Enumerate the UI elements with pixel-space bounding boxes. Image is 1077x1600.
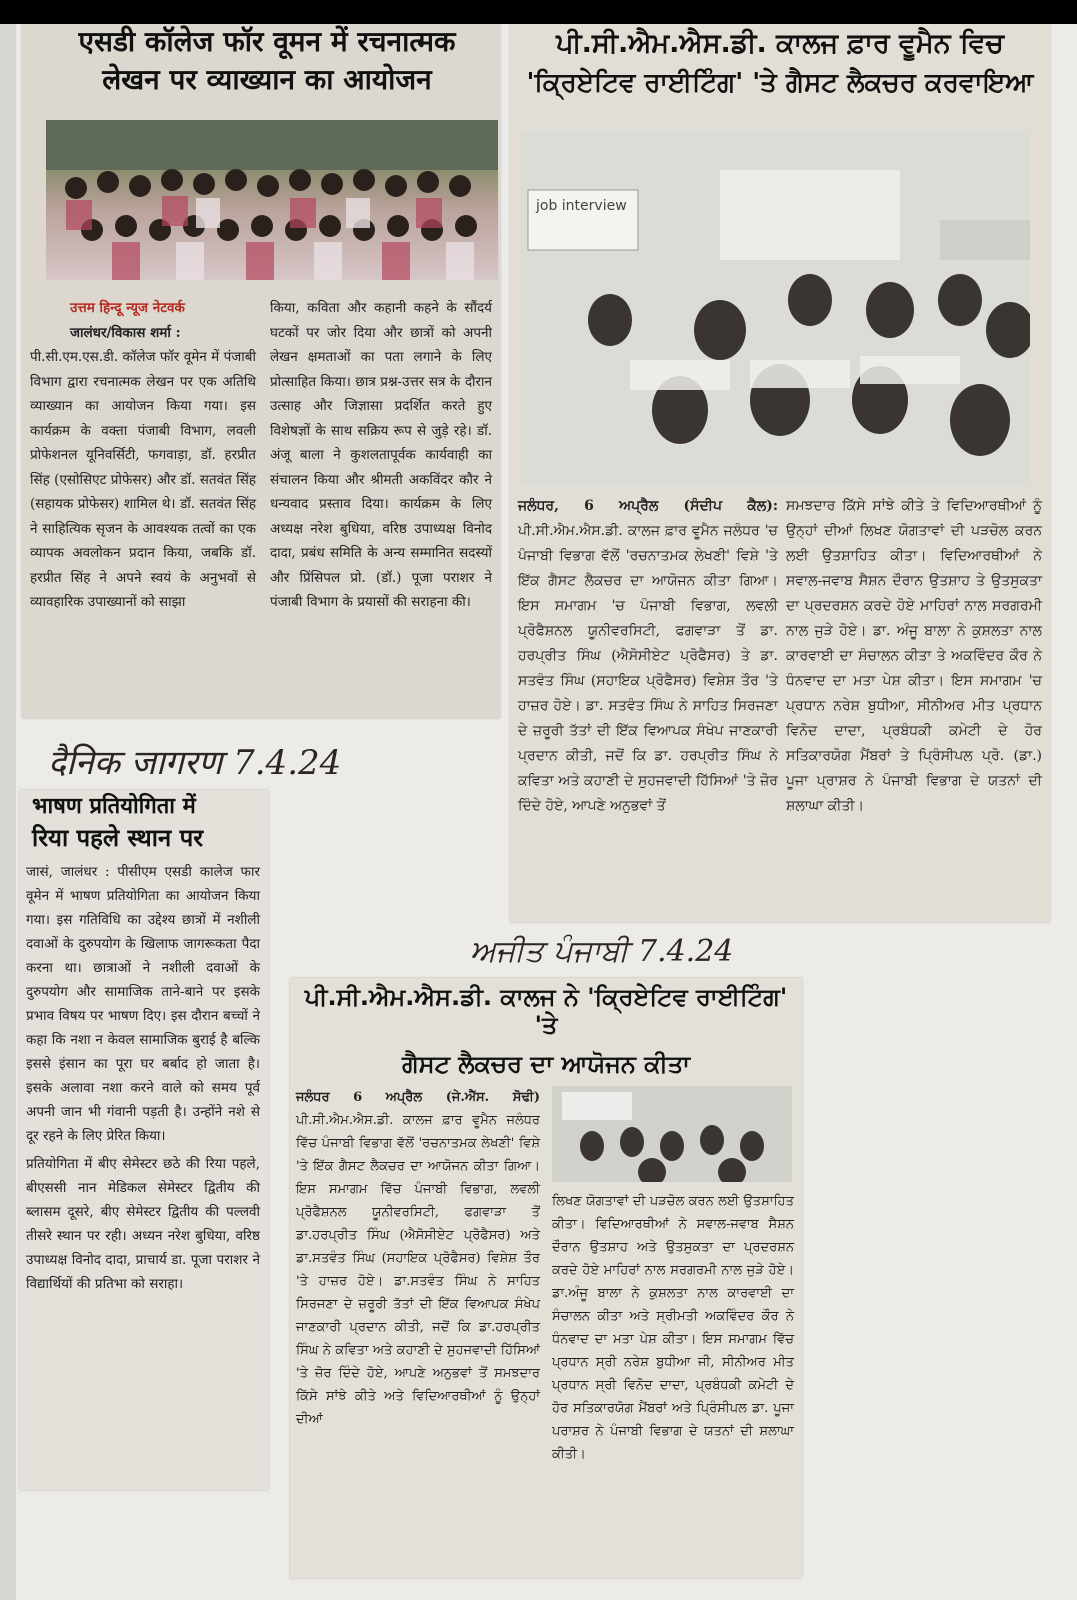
hindi-headline xyxy=(52,26,482,96)
photo-board-text: job interview xyxy=(536,198,627,214)
top-black-bar xyxy=(0,0,1077,24)
hindi-article-clipping xyxy=(22,24,500,718)
punjabi-top-col1-text: ਪੀ.ਸੀ.ਐਮ.ਐਸ.ਡੀ. ਕਾਲਜ ਫ਼ਾਰ ਵੂਮੈਨ ਜਲੰਧਰ 'ਚ ਪੰਜਾਬੀ ਵਿਭਾਗ ਵੱਲੋਂ 'ਰਚਨਾਤਮਕ ਲੇਖਣੀ' ਵਿਸ਼ੇ 'ਤੇ ਇੱਕ ਗੈਸਟ ਲੈਕਚਰ ਦਾ ਆਯੋਜਨ ਕੀਤਾ ਗਿਆ। ਇਸ ਸਮਾਗਮ 'ਚ ਪੰਜਾਬੀ ਵਿਭਾਗ, ਲਵਲੀ ਪ੍ਰੋਫੈਸ਼ਨਲ ਯੂਨੀਵਰਸਿਟੀ, ਫਗਵਾੜਾ ਤੋਂ ਡਾ. ਹਰਪ੍ਰੀਤ ਸਿੰਘ (ਐਸੋਸੀਏਟ ਪ੍ਰੋਫੈਸਰ) ਤੇ ਡਾ. ਸਤਵੰਤ ਸਿੰਘ (ਸਹਾਇਕ ਪ੍ਰੋਫੈਸਰ) ਵਿਸ਼ੇਸ਼ ਤੌਰ 'ਤੇ ਹਾਜ਼ਰ ਹੋਏ। ਡਾ. ਸਤਵੰਤ ਸਿੰਘ ਨੇ ਸਾਹਿਤ ਸਿਰਜਣਾ ਦੇ ਜ਼ਰੂਰੀ ਤੱਤਾਂ ਦੀ ਇੱਕ ਵਿਆਪਕ ਸੰਖੇਪ ਜਾਣਕਾਰੀ ਪ੍ਰਦਾਨ ਕੀਤੀ, ਜਦੋਂ ਕਿ ਡਾ. ਹਰਪ੍ਰੀਤ ਸਿੰਘ ਨੇ ਕਵਿਤਾ ਅਤੇ ਕਹਾਣੀ ਦੇ ਸੁਹਜਵਾਦੀ ਹਿੱਸਿਆਂ 'ਤੇ ਜ਼ੋਰ ਦਿੰਦੇ ਹੋਏ, ਆਪਣੇ ਅਨੁਭਵਾਂ ਤੋਂ xyxy=(518,523,778,814)
punjabi-bottom-col2-text: ਲਿਖਣ ਯੋਗਤਾਵਾਂ ਦੀ ਪੜਚੋਲ ਕਰਨ ਲਈ ਉਤਸ਼ਾਹਿਤ ਕੀਤਾ। ਵਿਦਿਆਰਥੀਆਂ ਨੇ ਸਵਾਲ-ਜਵਾਬ ਸੈਸ਼ਨ ਦੌਰਾਨ ਉਤਸ਼ਾਹ ਅਤੇ ਉਤਸੁਕਤਾ ਦਾ ਪ੍ਰਦਰਸ਼ਨ ਕਰਦੇ ਹੋਏ ਮਾਹਿਰਾਂ ਨਾਲ ਸਰਗਰਮੀ ਨਾਲ ਜੁੜੇ ਹੋਏ। ਡਾ.ਅੰਜੂ ਬਾਲਾ ਨੇ ਕੁਸ਼ਲਤਾ ਨਾਲ ਕਾਰਵਾਈ ਦਾ ਸੰਚਾਲਨ ਕੀਤਾ ਅਤੇ ਸ੍ਰੀਮਤੀ ਅਕਵਿੰਦਰ ਕੌਰ ਨੇ ਧੰਨਵਾਦ ਦਾ ਮਤਾ ਪੇਸ਼ ਕੀਤਾ। ਇਸ ਸਮਾਗਮ ਵਿੱਚ ਪ੍ਰਧਾਨ ਸ੍ਰੀ ਨਰੇਸ਼ ਬੁਧੀਆ ਜੀ, ਸੀਨੀਅਰ ਮੀਤ ਪ੍ਰਧਾਨ ਸ੍ਰੀ ਵਿਨੋਦ ਦਾਦਾ, ਪ੍ਰਬੰਧਕੀ ਕਮੇਟੀ ਦੇ ਹੋਰ ਸਤਿਕਾਰਯੋਗ ਮੈਂਬਰਾਂ ਅਤੇ ਪ੍ਰਿੰਸੀਪਲ ਡਾ. ਪੂਜਾ ਪਰਾਸ਼ਰ ਨੇ ਪੰਜਾਬੀ ਵਿਭਾਗ ਦੇ ਯਤਨਾਂ ਦੀ ਸ਼ਲਾਘਾ ਕੀਤੀ। xyxy=(552,1194,794,1462)
speech-body-para1: जासं, जालंधर : पीसीएम एसडी कालेज फार वूमेन में भाषण प्रतियोगिता का आयोजन किया गया। इस गतिविधि का उद्देश्य छात्रों में नशीली दवाओं के दुरुपयोग के खिलाफ जागरूकता पैदा करना था। छात्राओं ने नशीली दवाओं के दुरुपयोग और सामाजिक ताने-बाने पर इसके प्रभाव विषय पर भाषण दिए। इस दौरान बच्चों ने कहा कि नशा न केवल सामाजिक बुराई है बल्कि इससे इंसान का पूरा घर बर्बाद हो जाता है। इसके अलावा नशा करने वाले को समय पूर्व अपनी जान भी गंवानी पड़ती है। उन्होंने नशे से दूर रहने के लिए प्रेरित किया। xyxy=(26,864,260,1144)
punjabi-top-headline-line2: 'ਕ੍ਰਿਏਟਿਵ ਰਾਈਟਿੰਗ' 'ਤੇ ਗੈਸਟ ਲੈਕਚਰ ਕਰਵਾਇਆ xyxy=(526,68,1034,99)
hindi-col1 xyxy=(30,296,256,615)
hindi-byline: उत्तम हिन्दू न्यूज नेटवर्क xyxy=(70,300,185,316)
bottom-lecture-photo xyxy=(552,1086,792,1182)
speech-body-para2: प्रतियोगिता में बीए सेमेस्टर छठे की रिया पहले, बीएससी नान मेडिकल सेमेस्टर द्वितीय की ब्लासम दूसरे, बीए सेमेस्टर द्वितीय की पल्लवी तीसरे स्थान पर रही। अध्यन नरेश बुधिया, वरिष्ठ उपाध्यक्ष विनोद दादा, प्राचार्य डा. पूजा पराशर ने विद्यार्थियों की प्रतिभा को सराहा। xyxy=(26,1156,260,1292)
punjabi-bottom-headline-line2: ਗੈਸਟ ਲੈਕਚਰ ਦਾ ਆਯੋਜਨ ਕੀਤਾ xyxy=(401,1050,691,1079)
group-photo xyxy=(46,120,498,280)
hindi-headline-line1: एसडी कॉलेज फॉर वूमन में रचनात्मक xyxy=(78,25,456,58)
handwritten-note-dainik-jagran: दैनिक जागरण 7.4.24 xyxy=(48,743,342,783)
scrapbook-edge xyxy=(0,24,16,1600)
hindi-dateline: जालंधर/विकास शर्मा : xyxy=(70,324,181,341)
punjabi-top-col2 xyxy=(786,494,1042,819)
lecture-hall-photo-image xyxy=(520,130,1030,486)
punjabi-top-col2-text: ਸਮਝਦਾਰ ਕਿੱਸੇ ਸਾਂਝੇ ਕੀਤੇ ਤੇ ਵਿਦਿਆਰਥੀਆਂ ਨੂੰ ਉਨ੍ਹਾਂ ਦੀਆਂ ਲਿਖਣ ਯੋਗਤਾਵਾਂ ਦੀ ਪੜਚੋਲ ਕਰਨ ਲਈ ਉਤਸ਼ਾਹਿਤ ਕੀਤਾ। ਵਿਦਿਆਰਥੀਆਂ ਨੇ ਸਵਾਲ-ਜਵਾਬ ਸੈਸ਼ਨ ਦੌਰਾਨ ਉਤਸ਼ਾਹ ਤੇ ਉਤਸੁਕਤਾ ਦਾ ਪ੍ਰਦਰਸ਼ਨ ਕਰਦੇ ਹੋਏ ਮਾਹਿਰਾਂ ਨਾਲ ਸਰਗਰਮੀ ਨਾਲ ਜੁੜੇ ਹੋਏ। ਡਾ. ਅੰਜੂ ਬਾਲਾ ਨੇ ਕੁਸ਼ਲਤਾ ਨਾਲ ਕਾਰਵਾਈ ਦਾ ਸੰਚਾਲਨ ਕੀਤਾ ਤੇ ਅਕਵਿੰਦਰ ਕੌਰ ਨੇ ਧੰਨਵਾਦ ਦਾ ਮਤਾ ਪੇਸ਼ ਕੀਤਾ। ਇਸ ਸਮਾਗਮ 'ਚ ਪ੍ਰਧਾਨ ਨਰੇਸ਼ ਬੁਧੀਆ, ਸੀਨੀਅਰ ਮੀਤ ਪ੍ਰਧਾਨ ਵਿਨੋਦ ਦਾਦਾ, ਪ੍ਰਬੰਧਕੀ ਕਮੇਟੀ ਦੇ ਹੋਰ ਸਤਿਕਾਰਯੋਗ ਮੈਂਬਰਾਂ ਤੇ ਪ੍ਰਿੰਸੀਪਲ ਪ੍ਰੋ. (ਡਾ.) ਪੂਜਾ ਪ੍ਰਾਸ਼ਰ ਨੇ ਪੰਜਾਬੀ ਵਿਭਾਗ ਦੇ ਯਤਨਾਂ ਦੀ ਸ਼ਲਾਘਾ ਕੀਤੀ। xyxy=(786,498,1042,814)
hindi-speech-article-clipping xyxy=(20,790,268,1490)
punjabi-article-bottom-clipping xyxy=(290,978,802,1578)
punjabi-top-col1 xyxy=(518,494,778,819)
hindi-col1-text: पी.सी.एम.एस.डी. कॉलेज फॉर वूमेन में पंजाबी विभाग द्वारा रचनात्मक लेखन पर एक अतिथि व्याख्यान का आयोजन किया गया। इस कार्यक्रम के वक्ता पंजाबी विभाग, लवली प्रोफेशनल यूनिवर्सिटी, फगवाड़ा, डॉ. हरप्रीत सिंह (एसोसिएट प्रोफेसर) और डॉ. सतवंत सिंह (सहायक प्रोफेसर) शामिल थे। डॉ. सतवंत सिंह ने साहित्यिक सृजन के आवश्यक तत्वों का एक व्यापक अवलोकन प्रदान किया, जबकि डॉ. हरप्रीत सिंह ने अपने स्वयं के अनुभवों से व्यावहारिक उपाख्यानों को साझा xyxy=(30,349,256,610)
speech-body xyxy=(26,860,260,1296)
punjabi-top-headline-line1: ਪੀ.ਸੀ.ਐਮ.ਐਸ.ਡੀ. ਕਾਲਜ ਫ਼ਾਰ ਵੂਮੈਨ ਵਿਚ xyxy=(556,28,1004,59)
punjabi-bottom-col2 xyxy=(552,1190,794,1466)
speech-headline-line1: भाषण प्रतियोगिता में xyxy=(32,794,196,819)
bottom-lecture-photo-image xyxy=(552,1086,792,1182)
punjabi-bottom-dateline: ਜਲੰਧਰ 6 ਅਪ੍ਰੈਲ (ਜੇ.ਐੱਸ. ਸੋਢੀ) xyxy=(296,1090,540,1105)
speech-headline-line2: रिया पहले स्थान पर xyxy=(32,824,204,853)
punjabi-top-headline xyxy=(510,28,1050,99)
punjabi-bottom-col1-text: ਪੀ.ਸੀ.ਐਮ.ਐਸ.ਡੀ. ਕਾਲਜ ਫ਼ਾਰ ਵੂਮੈਨ ਜਲੰਧਰ ਵਿੱਚ ਪੰਜਾਬੀ ਵਿਭਾਗ ਵੱਲੋਂ 'ਰਚਨਾਤਮਕ ਲੇਖਣੀ' ਵਿਸ਼ੇ 'ਤੇ ਇੱਕ ਗੈਸਟ ਲੈਕਚਰ ਦਾ ਆਯੋਜਨ ਕੀਤਾ ਗਿਆ। ਇਸ ਸਮਾਗਮ ਵਿੱਚ ਪੰਜਾਬੀ ਵਿਭਾਗ, ਲਵਲੀ ਪ੍ਰੋਫੈਸ਼ਨਲ ਯੂਨੀਵਰਸਿਟੀ, ਫਗਵਾੜਾ ਤੋਂ ਡਾ.ਹਰਪ੍ਰੀਤ ਸਿੰਘ (ਐਸੋਸੀਏਟ ਪ੍ਰੋਫੈਸਰ) ਅਤੇ ਡਾ.ਸਤਵੰਤ ਸਿੰਘ (ਸਹਾਇਕ ਪ੍ਰੋਫੈਸਰ) ਵਿਸ਼ੇਸ਼ ਤੌਰ 'ਤੇ ਹਾਜ਼ਰ ਹੋਏ। ਡਾ.ਸਤਵੰਤ ਸਿੰਘ ਨੇ ਸਾਹਿਤ ਸਿਰਜਣਾ ਦੇ ਜ਼ਰੂਰੀ ਤੱਤਾਂ ਦੀ ਇੱਕ ਵਿਆਪਕ ਸੰਖੇਪ ਜਾਣਕਾਰੀ ਪ੍ਰਦਾਨ ਕੀਤੀ, ਜਦੋਂ ਕਿ ਡਾ.ਹਰਪ੍ਰੀਤ ਸਿੰਘ ਨੇ ਕਵਿਤਾ ਅਤੇ ਕਹਾਣੀ ਦੇ ਸੁਹਜਵਾਦੀ ਹਿੱਸਿਆਂ 'ਤੇ ਜ਼ੋਰ ਦਿੰਦੇ ਹੋਏ, ਆਪਣੇ ਅਨੁਭਵਾਂ ਤੋਂ ਸਮਝਦਾਰ ਕਿੱਸੇ ਸਾਂਝੇ ਕੀਤੇ ਅਤੇ ਵਿਦਿਆਰਥੀਆਂ ਨੂੰ ਉਨ੍ਹਾਂ ਦੀਆਂ xyxy=(296,1113,540,1427)
group-photo-image xyxy=(46,120,498,280)
punjabi-top-dateline: ਜਲੰਧਰ, 6 ਅਪ੍ਰੈਲ (ਸੰਦੀਪ ਕੈਲ): xyxy=(518,498,778,514)
punjabi-article-top-clipping xyxy=(510,24,1050,922)
hindi-col2 xyxy=(270,296,492,615)
hindi-headline-line2: लेखन पर व्याख्यान का आयोजन xyxy=(102,63,432,97)
punjabi-bottom-col1 xyxy=(296,1086,540,1431)
lecture-hall-photo xyxy=(520,130,1030,486)
punjabi-bottom-headline-line1: ਪੀ.ਸੀ.ਐਮ.ਐਸ.ਡੀ. ਕਾਲਜ ਨੇ 'ਕ੍ਰਿਏਟਿਵ ਰਾਈਟਿੰਗ' 'ਤੇ xyxy=(304,983,788,1039)
hindi-col2-text: किया, कविता और कहानी कहने के सौंदर्य घटकों पर जोर दिया और छात्रों को अपनी लेखन क्षमताओं का पता लगाने के लिए प्रोत्साहित किया। छात्र प्रश्न-उत्तर सत्र के दौरान उत्साह और जिज्ञासा प्रदर्शित करते हुए विशेषज्ञों के साथ सक्रिय रूप से जुड़े रहे। डॉ. अंजू बाला ने कुशलतापूर्वक कार्यवाही का संचालन किया और श्रीमती अकविंदर कौर ने धन्यवाद प्रस्ताव दिया। कार्यक्रम के लिए अध्यक्ष नरेश बुधिया, वरिष्ठ उपाध्यक्ष विनोद दादा, प्रबंध समिति के अन्य सम्मानित सदस्यों और प्रिंसिपल प्रो. (डॉ.) पूजा पराशर ने पंजाबी विभाग के प्रयासों की सराहना की। xyxy=(270,300,492,610)
handwritten-note-punjabi-paper: ਅਜੀਤ ਪੰਜਾਬੀ 7.4.24 xyxy=(470,934,734,969)
